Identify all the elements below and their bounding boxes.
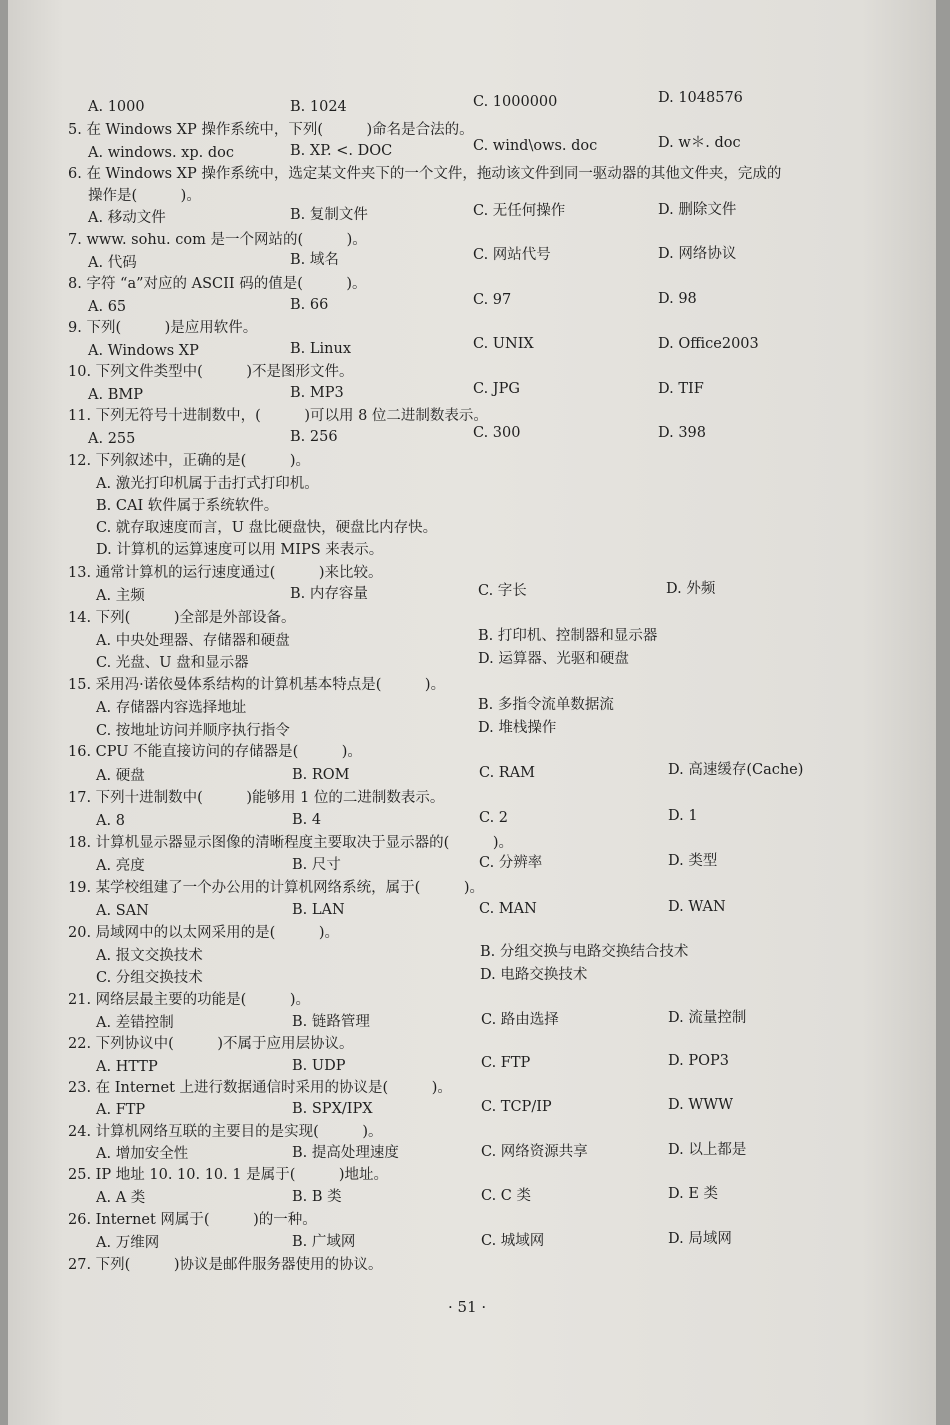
option-text: D. 计算机的运算速度可以用 MIPS 来表示。	[96, 542, 384, 558]
option-text: A. 主频	[96, 588, 145, 604]
option-text: A. HTTP	[96, 1059, 158, 1075]
option-text: D. TIF	[658, 381, 704, 397]
question-text: 22. 下列协议中( )不属于应用层协议。	[68, 1036, 354, 1052]
option-text: A. FTP	[96, 1102, 146, 1118]
question-text: 6. 在 Windows XP 操作系统中，选定某文件夹下的一个文件，拖动该文件到同一驱动器的其他文件夹，完成的	[68, 166, 782, 182]
option-text: B. 复制文件	[290, 207, 368, 223]
question-text: 9. 下列( )是应用软件。	[68, 320, 258, 336]
question-text: 11. 下列无符号十进制数中，( )可以用 8 位二进制数表示。	[68, 408, 488, 424]
option-text: D. 流量控制	[668, 1010, 747, 1026]
option-text: C. RAM	[479, 765, 536, 781]
option-text: A. 1000	[88, 99, 145, 115]
option-text: A. 激光打印机属于击打式打印机。	[96, 476, 319, 492]
option-text: A. 增加安全性	[96, 1146, 189, 1162]
option-text: A. 65	[88, 299, 127, 315]
option-text: C. 按地址访问并顺序执行指令	[96, 723, 290, 739]
option-text: A. 万维网	[96, 1235, 160, 1251]
option-text: D. 网络协议	[658, 246, 737, 262]
question-text: 20. 局域网中的以太网采用的是( )。	[68, 925, 339, 941]
option-text: A. 中央处理器、存储器和硬盘	[96, 633, 290, 649]
option-text: C. JPG	[473, 381, 520, 397]
option-text: C. 分辨率	[479, 855, 543, 871]
option-text: C. 就存取速度而言，U 盘比硬盘快，硬盘比内存快。	[96, 520, 438, 536]
option-text: B. 链路管理	[292, 1014, 370, 1030]
question-text: 26. Internet 网属于( )的一种。	[68, 1212, 317, 1228]
exam-page	[8, 0, 936, 1425]
option-text: D. 局域网	[668, 1231, 732, 1247]
option-text: D. WWW	[668, 1097, 734, 1113]
option-text: D. 高速缓存(Cache)	[668, 762, 804, 778]
option-text: B. 尺寸	[292, 857, 341, 873]
option-text: C. 2	[479, 810, 509, 826]
option-text: A. 移动文件	[88, 210, 166, 226]
option-text: A. 硬盘	[96, 768, 145, 784]
option-text: D. 外频	[666, 581, 716, 597]
question-text: 19. 某学校组建了一个办公用的计算机网络系统，属于( )。	[68, 880, 484, 896]
option-text: A. 亮度	[96, 858, 145, 874]
question-text: 24. 计算机网络互联的主要目的是实现( )。	[68, 1124, 383, 1140]
option-text: C. TCP/IP	[481, 1099, 552, 1115]
option-text: B. Linux	[290, 341, 351, 357]
question-text: 25. IP 地址 10. 10. 10. 1 是属于( )地址。	[68, 1167, 389, 1183]
option-text: D. w＊. doc	[658, 135, 741, 151]
option-text: D. 1048576	[658, 90, 743, 106]
option-text: C. FTP	[481, 1055, 531, 1071]
option-text: B. XP. <. DOC	[290, 143, 393, 159]
option-text: C. MAN	[479, 901, 537, 917]
question-text: 13. 通常计算机的运行速度通过( )来比较。	[68, 565, 383, 581]
option-text: D. 运算器、光驱和硬盘	[478, 651, 629, 667]
question-text: 10. 下列文件类型中( )不是图形文件。	[68, 364, 354, 380]
option-text: A. 差错控制	[96, 1015, 174, 1031]
option-text: B. 4	[292, 812, 322, 828]
option-text: A. 报文交换技术	[96, 948, 203, 964]
option-text: C. 无任何操作	[473, 203, 566, 219]
option-text: B. 广域网	[292, 1234, 356, 1250]
option-text: B. 分组交换与电路交换结合技术	[480, 944, 689, 960]
option-text: C. 字长	[478, 583, 527, 599]
option-text: D. POP3	[668, 1053, 729, 1069]
option-text: D. 堆栈操作	[478, 720, 557, 736]
question-text: 8. 字符 “a”对应的 ASCII 码的值是( )。	[68, 276, 367, 292]
option-text: A. 255	[88, 431, 136, 447]
option-text: A. A 类	[96, 1190, 146, 1206]
option-text: B. 多指令流单数据流	[478, 697, 614, 713]
option-text: B. 66	[290, 297, 329, 313]
option-text: C. 网络资源共享	[481, 1144, 588, 1160]
option-text: B. 内存容量	[290, 586, 368, 602]
option-text: B. LAN	[292, 902, 345, 918]
option-text: C. 300	[473, 425, 521, 441]
option-text: C. 网站代号	[473, 247, 551, 263]
option-text: C. 光盘、U 盘和显示器	[96, 655, 249, 671]
option-text: A. BMP	[88, 387, 143, 403]
question-text: 15. 采用冯·诺依曼体系结构的计算机基本特点是( )。	[68, 677, 446, 693]
option-text: B. B 类	[292, 1189, 342, 1205]
option-text: D. Office2003	[658, 336, 759, 352]
option-text: B. 256	[290, 429, 338, 445]
option-text: D. 类型	[668, 853, 718, 869]
option-text: D. 1	[668, 808, 698, 824]
page-number: · 51 ·	[448, 1298, 487, 1316]
question-text: 18. 计算机显示器显示图像的清晰程度主要取决于显示器的( )。	[68, 835, 513, 851]
option-text: B. ROM	[292, 767, 350, 783]
option-text: A. Windows XP	[88, 343, 199, 359]
question-text: 7. www. sohu. com 是一个网站的( )。	[68, 232, 367, 248]
option-text: C. wind\ows. doc	[473, 138, 598, 154]
option-text: C. UNIX	[473, 336, 534, 352]
option-text: B. MP3	[290, 385, 344, 401]
option-text: B. 打印机、控制器和显示器	[478, 628, 658, 644]
option-text: A. 8	[96, 813, 125, 829]
question-text: 14. 下列( )全部是外部设备。	[68, 610, 296, 626]
question-text: 16. CPU 不能直接访问的存储器是( )。	[68, 744, 362, 760]
option-text: B. SPX/IPX	[292, 1101, 373, 1117]
option-text: C. C 类	[481, 1188, 531, 1204]
option-text: D. WAN	[668, 899, 726, 915]
option-text: D. 398	[658, 425, 707, 441]
question-text: 27. 下列( )协议是邮件服务器使用的协议。	[68, 1257, 383, 1273]
option-text: B. UDP	[292, 1058, 346, 1074]
question-list	[8, 0, 936, 1425]
option-text: D. E 类	[668, 1186, 719, 1202]
option-text: D. 删除文件	[658, 202, 737, 218]
question-text: 5. 在 Windows XP 操作系统中，下列( )命名是合法的。	[68, 122, 474, 138]
option-text: C. 城域网	[481, 1233, 545, 1249]
option-text: A. 代码	[88, 255, 137, 271]
option-text: D. 电路交换技术	[480, 967, 588, 983]
question-text: 17. 下列十进制数中( )能够用 1 位的二进制数表示。	[68, 790, 445, 806]
option-text: C. 97	[473, 292, 512, 308]
option-text: C. 分组交换技术	[96, 970, 203, 986]
option-text: D. 98	[658, 291, 697, 307]
question-text: 23. 在 Internet 上进行数据通信时采用的协议是( )。	[68, 1080, 452, 1096]
option-text: B. 提高处理速度	[292, 1145, 399, 1161]
option-text: B. 1024	[290, 99, 347, 115]
option-text: A. 存储器内容选择地址	[96, 700, 247, 716]
question-text: 21. 网络层最主要的功能是( )。	[68, 992, 310, 1008]
option-text: C. 1000000	[473, 94, 558, 110]
question-text: 操作是( )。	[88, 188, 201, 204]
option-text: B. 域名	[290, 252, 339, 268]
option-text: C. 路由选择	[481, 1012, 559, 1028]
option-text: B. CAI 软件属于系统软件。	[96, 498, 279, 514]
question-text: 12. 下列叙述中，正确的是( )。	[68, 453, 310, 469]
option-text: A. SAN	[96, 903, 149, 919]
option-text: D. 以上都是	[668, 1142, 747, 1158]
option-text: A. windows. xp. doc	[88, 145, 234, 161]
